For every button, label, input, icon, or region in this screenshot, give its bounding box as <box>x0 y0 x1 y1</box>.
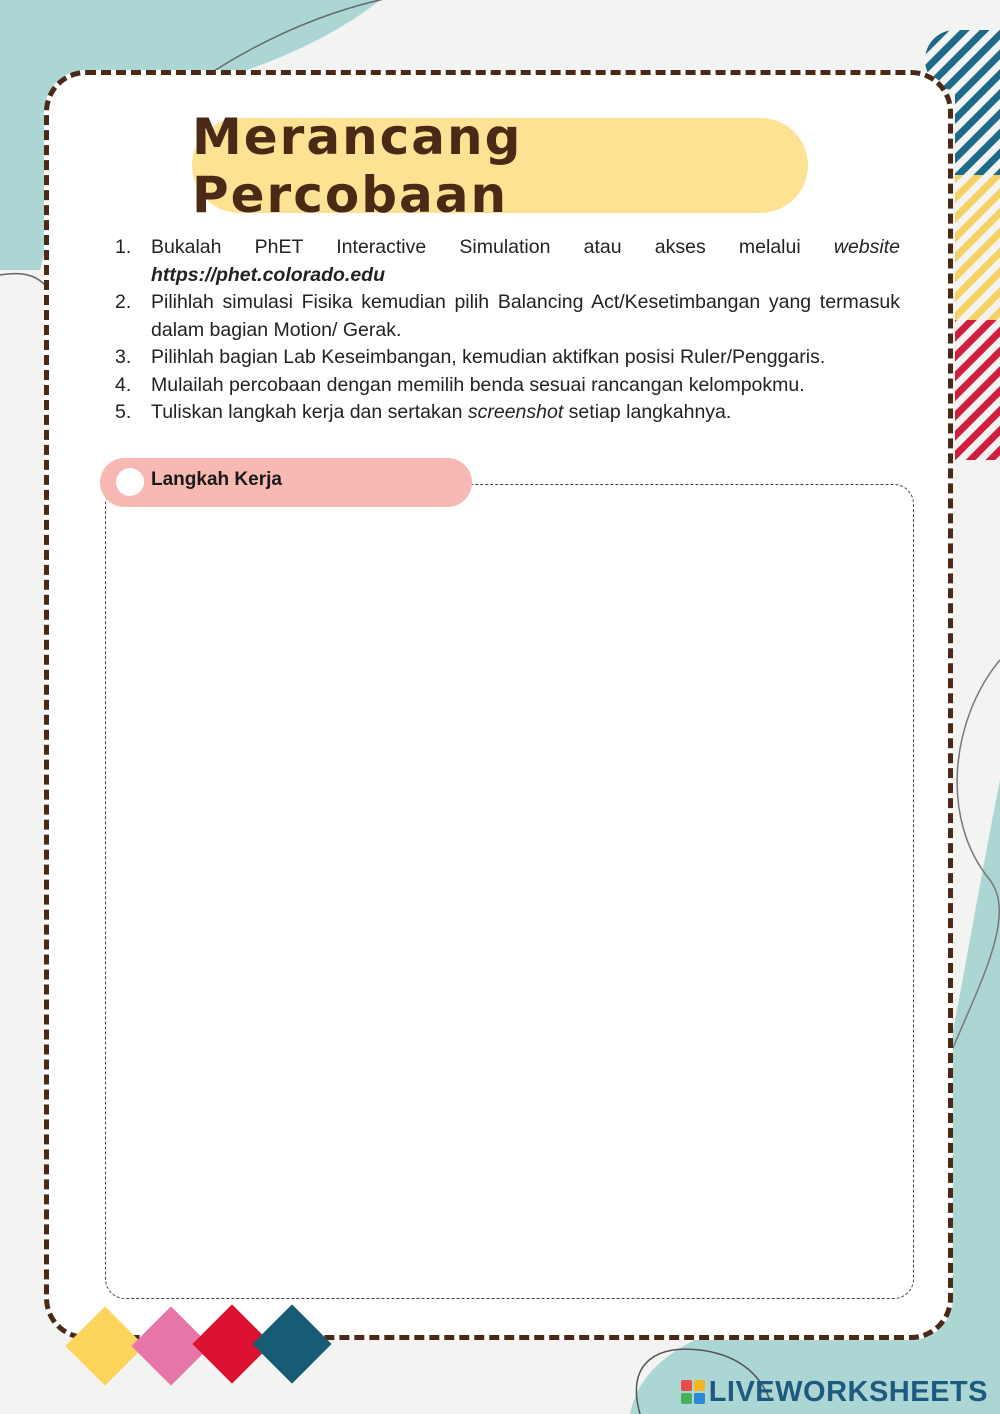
instruction-item: 4. Mulailah percobaan dengan memilih benda sesuai rancangan kelompokmu. <box>115 373 805 396</box>
pattern-red <box>955 320 1000 460</box>
section-label: Langkah Kerja <box>151 469 282 490</box>
instruction-list <box>115 234 900 427</box>
instruction-item: 3. Pilihlah bagian Lab Keseimbangan, kemudian aktifkan posisi Ruler/Penggaris. <box>115 346 826 368</box>
instruction-item: 5. Tuliskan langkah kerja dan sertakan screenshot setiap langkahnya. <box>115 401 732 423</box>
phet-url: https://phet.colorado.edu <box>151 263 385 286</box>
pattern-yellow <box>955 175 1000 320</box>
section-tab-langkah-kerja <box>100 458 472 507</box>
page-title: Merancang Percobaan <box>192 107 523 224</box>
instruction-item: 1. Bukalah PhET Interactive Simulation atau akses melalui website https://phet.colorado.edu <box>115 236 900 286</box>
liveworksheets-logo <box>681 1375 988 1409</box>
bullet-dot <box>116 468 144 496</box>
logo-text: LIVEWORKSHEETS <box>708 1375 988 1408</box>
title-banner <box>192 107 808 224</box>
liveworksheets-logo-icon <box>681 1380 705 1404</box>
instruction-item: 2. Pilihlah simulasi Fisika kemudian pilih Balancing Act/Kesetimbangan yang termasuk dalam bagian Motion/ Gerak. <box>115 291 900 341</box>
answer-box[interactable] <box>105 484 914 1299</box>
